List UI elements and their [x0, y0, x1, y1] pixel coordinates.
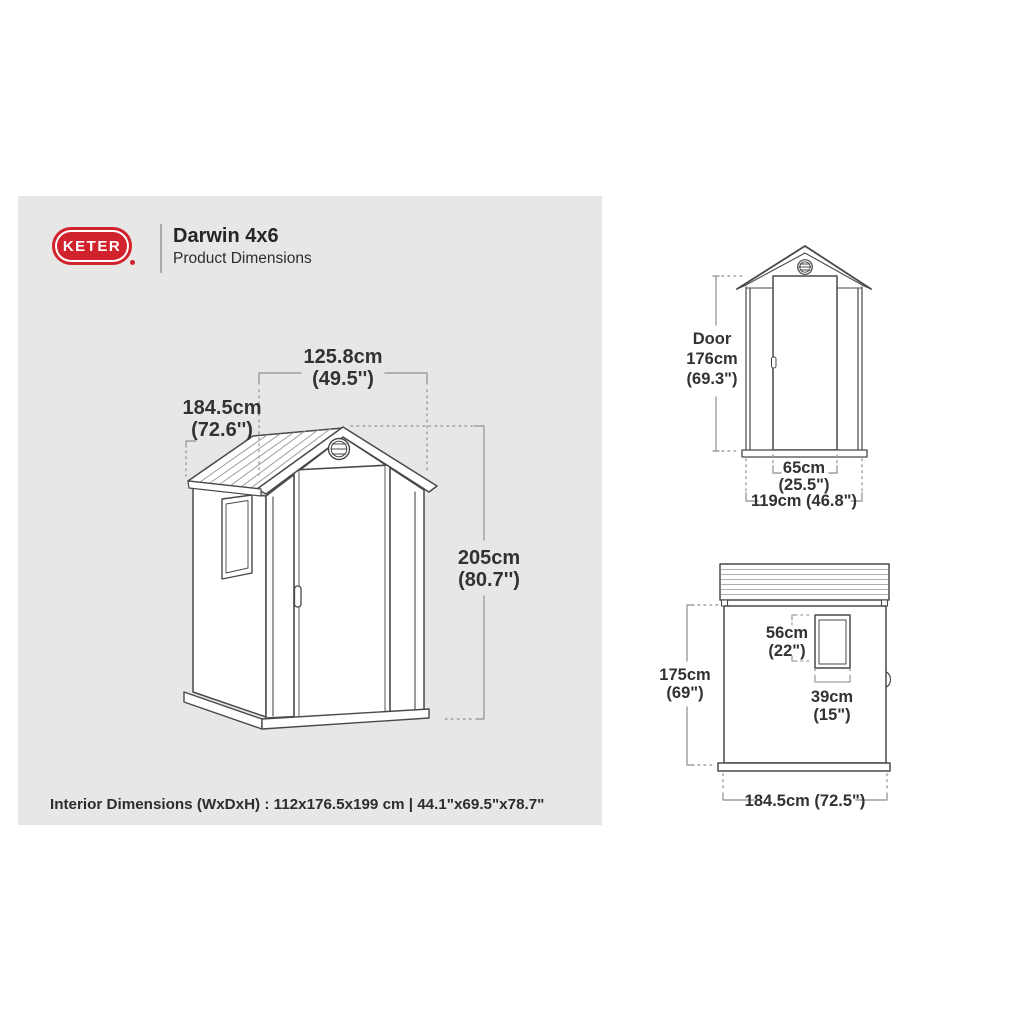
side-base [718, 763, 890, 771]
side-window-width-in: (15") [813, 706, 851, 724]
interior-dimensions-note: Interior Dimensions (WxDxH) : 112x176.5x199 cm | 44.1"x69.5"x78.7" [50, 796, 545, 813]
product-subtitle: Product Dimensions [173, 250, 312, 267]
depth-dim-bracket [186, 441, 196, 447]
front-door-word: Door [692, 330, 732, 348]
side-view-illustration [718, 564, 891, 771]
main-height-in: (80.7'') [458, 569, 520, 591]
main-width-label [263, 346, 423, 390]
side-roof-foot-right [882, 600, 888, 606]
header-divider [160, 224, 162, 273]
shed-door [294, 465, 390, 720]
main-width-in: (49.5'') [312, 368, 374, 390]
front-door [773, 276, 837, 450]
main-height-label [437, 547, 541, 591]
door-handle [295, 586, 302, 607]
front-door-height-in: (69.3") [686, 370, 738, 388]
main-depth-in: (72.6'') [191, 419, 253, 441]
side-window [222, 495, 252, 579]
side-window-height-in: (22") [768, 642, 806, 660]
side-roof-foot-left [722, 600, 728, 606]
main-shed-illustration [184, 427, 437, 729]
registered-mark-dot-icon [130, 260, 135, 265]
main-depth-cm: 184.5cm [182, 397, 262, 419]
side-total-depth-label: 184.5cm (72.5") [744, 792, 866, 810]
side-wall-height-label [639, 666, 731, 702]
total-depth-dim-leaders [723, 774, 887, 790]
front-door-height-cm: 176cm [686, 350, 738, 368]
side-window-height-label [742, 624, 832, 660]
front-door-handle [772, 357, 777, 368]
main-width-cm: 125.8cm [303, 346, 383, 368]
side-window-width-cm: 39cm [810, 688, 854, 706]
front-total-width-label: 119cm (46.8") [751, 492, 857, 510]
side-window-width-label [787, 688, 877, 724]
main-depth-label [168, 397, 276, 441]
front-door-width-label [756, 460, 852, 494]
front-door-height-label [664, 329, 760, 389]
product-title: Darwin 4x6 [173, 225, 279, 247]
front-base [742, 450, 867, 457]
keter-logo-text: KETER [62, 237, 122, 255]
main-height-cm: 205cm [457, 547, 521, 569]
side-wall-height-in: (69") [666, 684, 704, 702]
keter-logo [52, 227, 132, 265]
front-door-width-in: (25.5") [778, 476, 830, 494]
front-door-width-cm: 65cm [782, 459, 826, 477]
side-window-height-cm: 56cm [765, 624, 809, 642]
side-wall-height-cm: 175cm [659, 666, 711, 684]
